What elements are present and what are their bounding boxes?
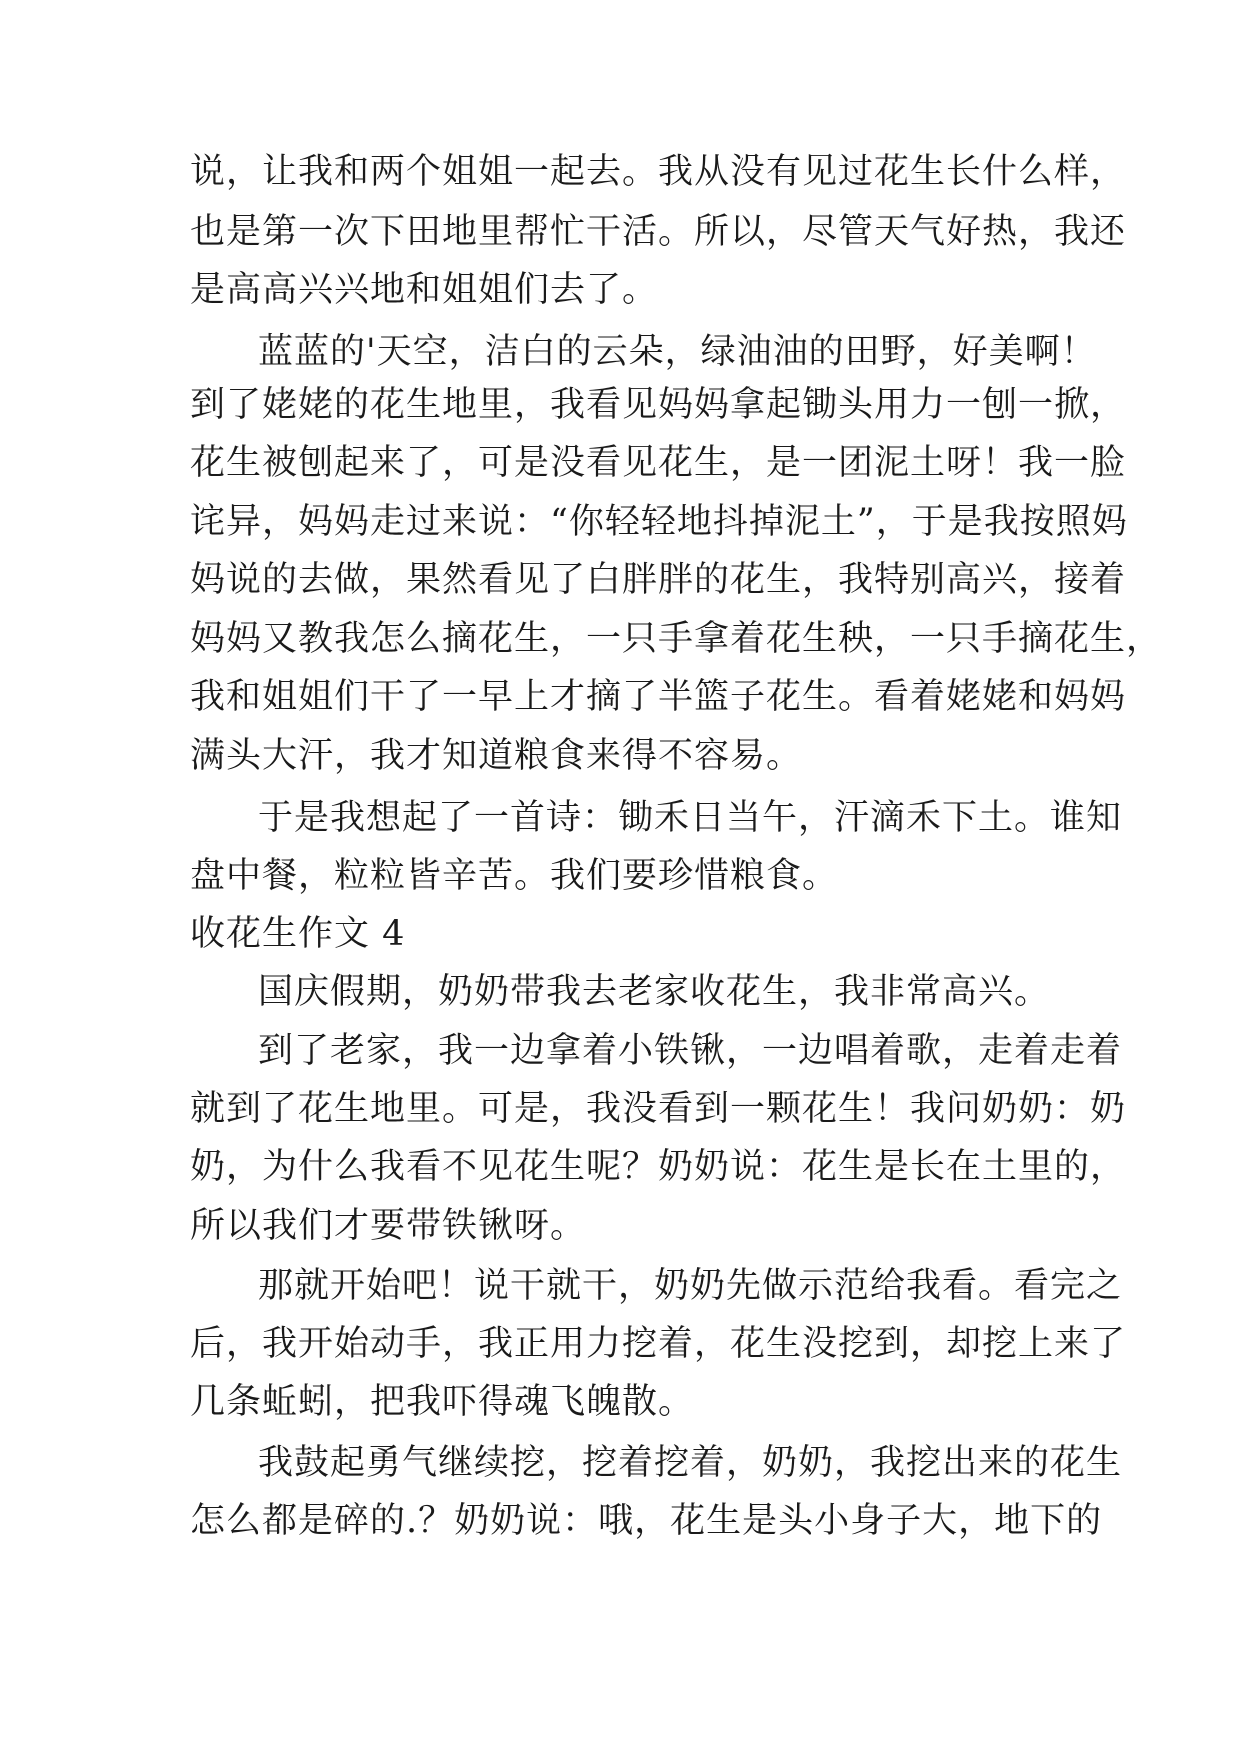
text-line: 所以我们才要带铁锹呀。	[190, 1206, 587, 1246]
text-line: 奶，为什么我看不见花生呢？奶奶说：花生是长在土里的，	[190, 1147, 1127, 1187]
text-line: 花生被刨起来了，可是没看见花生，是一团泥土呀！我一脸	[190, 443, 1127, 483]
text-line: 到了姥姥的花生地里，我看见妈妈拿起锄头用力一刨一掀，	[190, 385, 1127, 425]
text-line: 后，我开始动手，我正用力挖着，花生没挖到，却挖上来了	[190, 1324, 1127, 1364]
text-line: 也是第一次下田地里帮忙干活。所以，尽管天气好热，我还	[190, 212, 1127, 252]
text-line: 说，让我和两个姐姐一起去。我从没有见过花生长什么样，	[190, 152, 1127, 192]
text-line: 满头大汗，我才知道粮食来得不容易。	[190, 736, 803, 776]
paragraph-start-line: 蓝蓝的'天空，洁白的云朵，绿油油的田野，好美啊！	[258, 332, 1097, 372]
paragraph-start-line: 我鼓起勇气继续挖，挖着挖着，奶奶，我挖出来的花生	[258, 1443, 1123, 1483]
paragraph-start-line: 到了老家，我一边拿着小铁锹，一边唱着歌，走着走着	[258, 1031, 1123, 1071]
text-line: 怎么都是碎的.？奶奶说：哦，花生是头小身子大，地下的	[190, 1501, 1103, 1541]
text-line: 妈妈又教我怎么摘花生，一只手拿着花生秧，一只手摘花生，	[190, 619, 1163, 659]
text-line: 诧异，妈妈走过来说：“你轻轻地抖掉泥土”，于是我按照妈	[190, 502, 1128, 542]
paragraph-start-line: 国庆假期，奶奶带我去老家收花生，我非常高兴。	[258, 972, 1051, 1012]
paragraph-start-line: 那就开始吧！说干就干，奶奶先做示范给我看。看完之	[258, 1266, 1123, 1306]
text-line: 就到了花生地里。可是，我没看到一颗花生！我问奶奶：奶	[190, 1089, 1127, 1129]
text-line: 是高高兴兴地和姐姐们去了。	[190, 270, 659, 310]
text-line: 妈说的去做，果然看见了白胖胖的花生，我特别高兴，接着	[190, 560, 1127, 600]
text-line: 盘中餐，粒粒皆辛苦。我们要珍惜粮食。	[190, 856, 839, 896]
text-line: 几条蚯蚓，把我吓得魂飞魄散。	[190, 1382, 695, 1422]
text-line: 我和姐姐们干了一早上才摘了半篮子花生。看着姥姥和妈妈	[190, 677, 1127, 717]
paragraph-start-line: 于是我想起了一首诗：锄禾日当午，汗滴禾下土。谁知	[258, 798, 1123, 838]
section-heading: 收花生作文 4	[190, 914, 406, 954]
